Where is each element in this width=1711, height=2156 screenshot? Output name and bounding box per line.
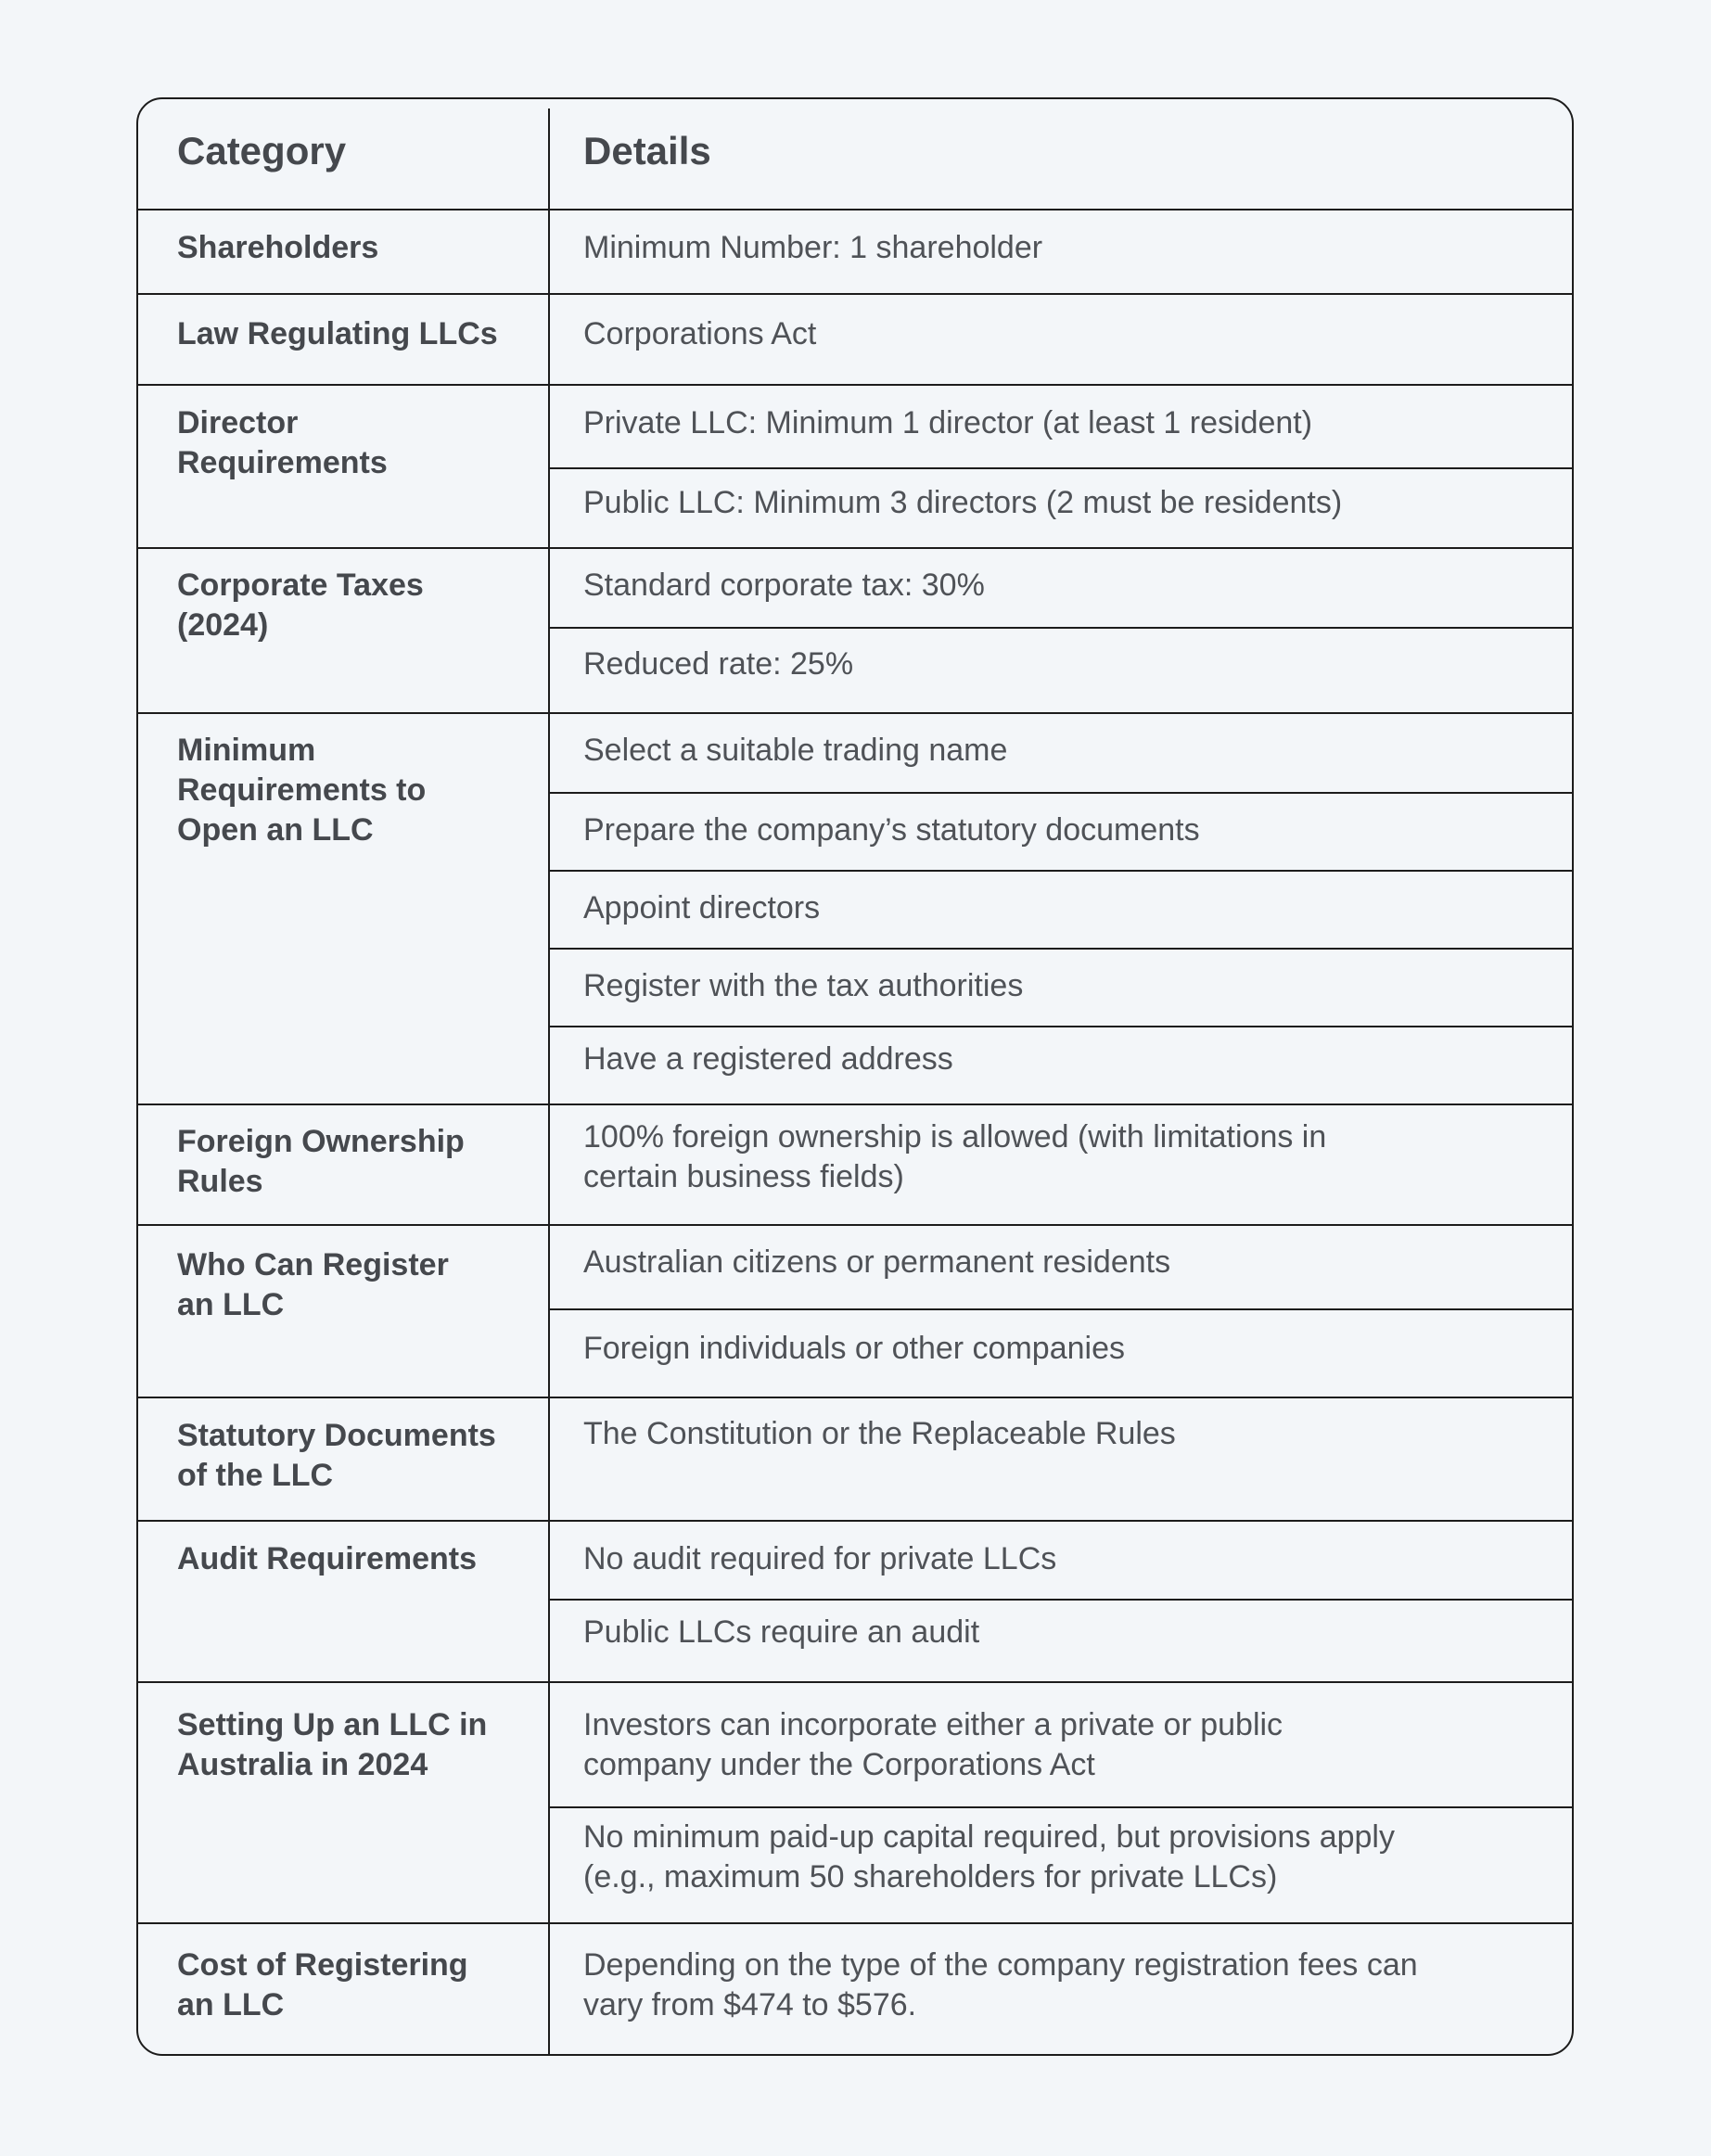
row-category: Cost of Registering	[177, 1947, 468, 1983]
row-detail: 100% foreign ownership is allowed (with limitations in	[583, 1119, 1327, 1155]
row-divider	[138, 1397, 1572, 1398]
row-category: Director	[177, 405, 299, 440]
row-detail: Corporations Act	[583, 316, 817, 351]
sub-row-divider	[548, 1308, 1572, 1310]
row-detail: Select a suitable trading name	[583, 733, 1008, 768]
row-category: Open an LLC	[177, 812, 374, 848]
row-category: Foreign Ownership	[177, 1124, 465, 1159]
row-category: Who Can Register	[177, 1247, 449, 1282]
row-category: Rules	[177, 1164, 263, 1199]
header-divider	[138, 209, 1572, 210]
column-divider	[548, 108, 550, 2054]
row-divider	[138, 712, 1572, 714]
row-divider	[138, 1520, 1572, 1522]
sub-row-divider	[548, 1599, 1572, 1601]
row-detail: Prepare the company’s statutory documents	[583, 812, 1200, 848]
row-detail: certain business fields)	[583, 1159, 904, 1194]
sub-row-divider	[548, 792, 1572, 794]
row-detail: Reduced rate: 25%	[583, 646, 854, 682]
row-detail: No minimum paid-up capital required, but provisions apply	[583, 1819, 1395, 1855]
row-category: Requirements to	[177, 772, 427, 808]
row-detail: Public LLC: Minimum 3 directors (2 must be residents)	[583, 485, 1343, 520]
row-detail: Standard corporate tax: 30%	[583, 568, 985, 603]
row-category: Requirements	[177, 445, 388, 480]
row-category: Australia in 2024	[177, 1747, 428, 1782]
sub-row-divider	[548, 870, 1572, 872]
row-divider	[138, 547, 1572, 549]
row-detail: Minimum Number: 1 shareholder	[583, 230, 1043, 265]
row-detail: The Constitution or the Replaceable Rules	[583, 1416, 1176, 1451]
row-category: (2024)	[177, 607, 269, 643]
row-detail: Appoint directors	[583, 890, 821, 925]
row-divider	[138, 293, 1572, 295]
sub-row-divider	[548, 1806, 1572, 1808]
row-category: of the LLC	[177, 1458, 334, 1493]
llc-info-table	[136, 97, 1574, 2056]
row-detail: Have a registered address	[583, 1041, 953, 1077]
row-detail: Public LLCs require an audit	[583, 1614, 980, 1650]
row-detail: Investors can incorporate either a private or public	[583, 1707, 1283, 1742]
sub-row-divider	[548, 1026, 1572, 1027]
row-category: Law Regulating LLCs	[177, 316, 498, 351]
row-divider	[138, 1224, 1572, 1226]
row-category: an LLC	[177, 1287, 285, 1322]
row-detail: (e.g., maximum 50 shareholders for private LLCs)	[583, 1859, 1278, 1894]
sub-row-divider	[548, 467, 1572, 469]
row-divider	[138, 1922, 1572, 1924]
header-category: Category	[177, 129, 347, 172]
row-category: Corporate Taxes	[177, 568, 424, 603]
row-detail: No audit required for private LLCs	[583, 1541, 1057, 1576]
row-detail: Depending on the type of the company registration fees can	[583, 1947, 1418, 1983]
row-category: Statutory Documents	[177, 1418, 496, 1453]
sub-row-divider	[548, 627, 1572, 629]
row-detail: Private LLC: Minimum 1 director (at least 1 resident)	[583, 405, 1313, 440]
row-detail: Australian citizens or permanent residents	[583, 1244, 1171, 1280]
row-detail: company under the Corporations Act	[583, 1747, 1095, 1782]
row-category: an LLC	[177, 1987, 285, 2022]
sub-row-divider	[548, 948, 1572, 950]
row-detail: vary from $474 to $576.	[583, 1987, 917, 2022]
row-detail: Register with the tax authorities	[583, 968, 1024, 1003]
row-divider	[138, 384, 1572, 386]
row-detail: Foreign individuals or other companies	[583, 1331, 1125, 1366]
row-divider	[138, 1681, 1572, 1683]
header-details: Details	[583, 129, 711, 172]
row-category: Setting Up an LLC in	[177, 1707, 488, 1742]
row-category: Shareholders	[177, 230, 379, 265]
row-divider	[138, 1104, 1572, 1105]
row-category: Audit Requirements	[177, 1541, 478, 1576]
row-category: Minimum	[177, 733, 316, 768]
